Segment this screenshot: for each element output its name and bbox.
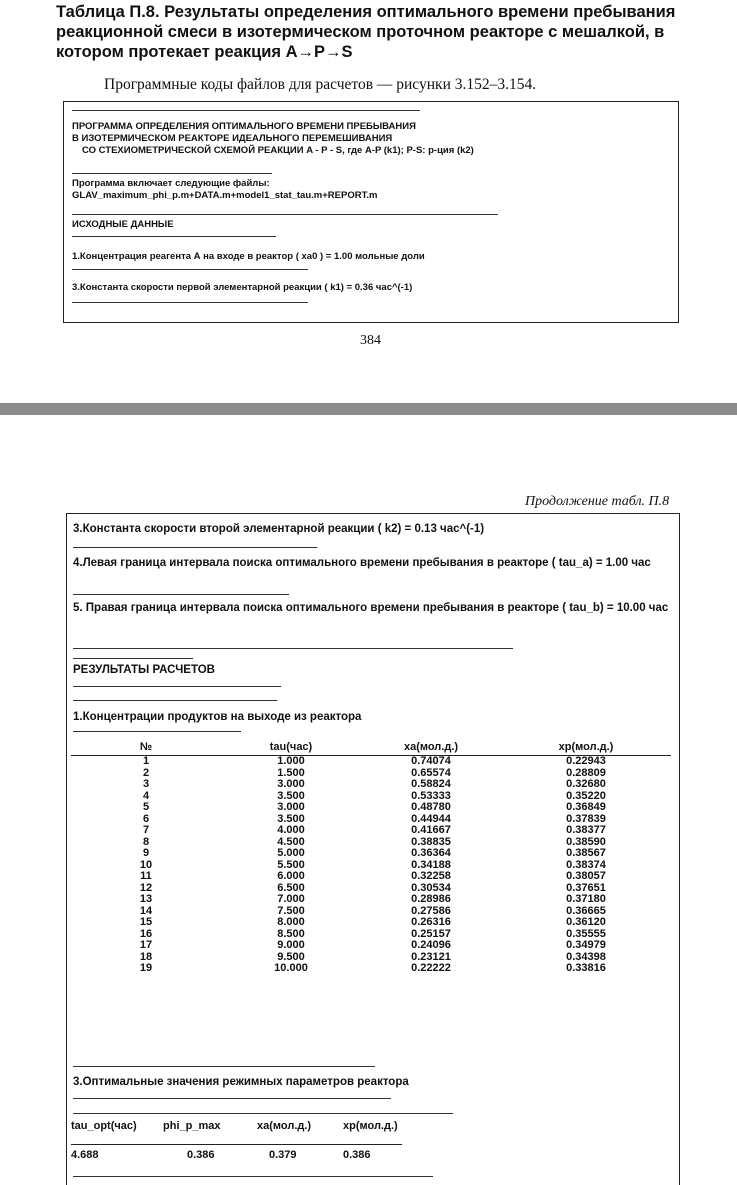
- cell-xa: 0.38835: [411, 835, 451, 848]
- input-k2: 3.Константа скорости второй элементарной реакции ( k2) = 0.13 час^(-1): [73, 523, 485, 535]
- page-divider: [0, 403, 737, 415]
- results-box: [66, 513, 680, 1185]
- optimal-header-row: [71, 1120, 402, 1132]
- cell-number: 4: [142, 789, 150, 802]
- cell-xp: 0.36665: [566, 904, 606, 917]
- files-label: Программа включает следующие файлы:: [72, 178, 270, 189]
- cell-xp: 0.37651: [566, 881, 606, 894]
- cell-tau: 10.000: [274, 962, 308, 974]
- cell-tau: 6.000: [277, 870, 305, 882]
- table-title: Таблица П.8. Результаты определения оптимального времени пребывания реакционной смеси в изотермическом проточном реакторе с мешалкой, в котором протекает реакция A→P→S: [56, 3, 676, 61]
- program-header-box: [63, 101, 679, 323]
- table-row: [71, 917, 671, 929]
- input-k1: 3.Константа скорости первой элементарной реакции ( k1) = 0.36 час^(-1): [72, 282, 413, 293]
- results-table: [71, 741, 671, 975]
- dashed-rule: [73, 547, 317, 548]
- col-header-xa: xa(мол.д.): [361, 741, 501, 756]
- program-line-1: ПРОГРАММА ОПРЕДЕЛЕНИЯ ОПТИМАЛЬНОГО ВРЕМЕНИ ПРЕБЫВАНИЯ: [72, 121, 416, 132]
- opt-header-phi: phi_p_max: [163, 1120, 221, 1132]
- cell-xa: 0.23121: [411, 950, 451, 963]
- dashed-rule: [73, 1113, 453, 1114]
- cell-number: 16: [139, 927, 153, 940]
- cell-xp: 0.28809: [566, 766, 606, 779]
- cell-xp: 0.22943: [566, 755, 606, 767]
- table-row: [71, 848, 671, 860]
- opt-value-xa: 0.379: [269, 1149, 297, 1161]
- dashed-rule: [72, 173, 272, 174]
- opt-header-xp: xp(мол.д.): [343, 1120, 398, 1132]
- dashed-rule: [73, 648, 513, 649]
- cell-number: 7: [142, 824, 150, 836]
- cell-number: 5: [142, 801, 150, 813]
- dashed-rule: [73, 658, 193, 659]
- cell-xp: 0.38057: [566, 870, 606, 882]
- cell-tau: 4.500: [277, 835, 305, 848]
- cell-xp: 0.38377: [566, 824, 606, 836]
- cell-tau: 7.000: [277, 893, 305, 905]
- dashed-rule: [72, 214, 498, 215]
- cell-tau: 3.500: [277, 812, 305, 825]
- input-tau-b: 5. Правая граница интервала поиска оптимального времени пребывания в реакторе ( tau_b) = 10.00 час: [73, 602, 669, 614]
- cell-xp: 0.38567: [566, 847, 606, 859]
- dashed-rule: [73, 686, 281, 687]
- cell-xa: 0.28986: [411, 893, 451, 905]
- cell-xa: 0.41667: [411, 824, 451, 836]
- cell-tau: 8.500: [277, 927, 305, 940]
- cell-tau: 8.000: [277, 916, 305, 928]
- program-line-2: В ИЗОТЕРМИЧЕСКОМ РЕАКТОРЕ ИДЕАЛЬНОГО ПЕРЕМЕШИВАНИЯ: [72, 133, 393, 144]
- cell-tau: 3.500: [277, 789, 305, 802]
- dashed-rule: [72, 302, 308, 303]
- files-list: GLAV_maximum_phi_p.m+DATA.m+model1_stat_tau.m+REPORT.m: [72, 190, 378, 201]
- cell-xa: 0.24096: [411, 939, 451, 951]
- cell-xa: 0.30534: [411, 881, 451, 894]
- cell-xp: 0.36849: [566, 801, 606, 813]
- cell-xp: 0.38374: [566, 858, 606, 871]
- dashed-rule: [73, 1098, 391, 1099]
- cell-xa: 0.58824: [411, 778, 451, 790]
- cell-xa: 0.53333: [411, 789, 451, 802]
- cell-tau: 1.000: [277, 755, 305, 767]
- cell-tau: 3.000: [277, 801, 305, 813]
- cell-number: 10: [139, 858, 153, 871]
- page-number: 384: [360, 333, 381, 348]
- cell-xp: 0.34398: [566, 950, 606, 963]
- opt-value-phi: 0.386: [187, 1149, 215, 1161]
- cell-number: 1: [142, 755, 150, 767]
- col-header-tau: tau(час): [221, 741, 361, 756]
- cell-xp: 0.32680: [566, 778, 606, 790]
- opt-value-xp: 0.386: [343, 1149, 371, 1161]
- cell-tau: 5.500: [277, 858, 305, 871]
- table-row: [71, 871, 671, 883]
- cell-xp: 0.37180: [566, 893, 606, 905]
- cell-tau: 7.500: [277, 904, 305, 917]
- dashed-rule: [73, 700, 277, 701]
- dashed-rule: [73, 731, 241, 732]
- col-header-number: №: [71, 741, 221, 756]
- table-row: [71, 825, 671, 837]
- cell-xa: 0.34188: [411, 858, 451, 871]
- table-row: [71, 894, 671, 906]
- cell-xa: 0.36364: [411, 847, 451, 859]
- cell-number: 18: [139, 950, 153, 963]
- dashed-rule: [72, 269, 308, 270]
- cell-number: 17: [139, 939, 153, 951]
- cell-xa: 0.26316: [411, 916, 451, 928]
- cell-number: 3: [142, 778, 150, 790]
- cell-xp: 0.37839: [566, 812, 606, 825]
- cell-tau: 9.500: [277, 950, 305, 963]
- program-codes-note: Программные коды файлов для расчетов — рисунки 3.152–3.154.: [104, 76, 537, 93]
- table-row: [71, 779, 671, 791]
- cell-xa: 0.48780: [411, 801, 451, 813]
- cell-tau: 4.000: [277, 824, 305, 836]
- opt-header-xa: xa(мол.д.): [257, 1120, 312, 1132]
- cell-tau: 5.000: [277, 847, 305, 859]
- cell-xa: 0.25157: [411, 927, 451, 940]
- cell-number: 8: [142, 835, 150, 848]
- cell-xa: 0.74074: [411, 755, 451, 767]
- cell-xp: 0.34979: [566, 939, 606, 951]
- input-data-heading: ИСХОДНЫЕ ДАННЫЕ: [72, 219, 174, 230]
- cell-xp: 0.38590: [566, 835, 606, 848]
- cell-number: 2: [142, 766, 150, 779]
- dashed-rule: [72, 110, 420, 111]
- table-header-row: [71, 741, 671, 756]
- cell-xa: 0.65574: [411, 766, 451, 779]
- cell-number: 12: [139, 881, 153, 894]
- optimal-values-row: [71, 1145, 402, 1162]
- cell-number: 15: [139, 916, 153, 928]
- dashed-rule: [73, 1176, 433, 1177]
- cell-tau: 1.500: [277, 766, 305, 779]
- cell-xa: 0.27586: [411, 904, 451, 917]
- concentrations-heading: 1.Концентрации продуктов на выходе из реактора: [73, 711, 362, 723]
- cell-number: 19: [139, 962, 153, 974]
- results-heading: РЕЗУЛЬТАТЫ РАСЧЕТОВ: [73, 664, 215, 676]
- dashed-rule: [73, 594, 289, 595]
- cell-xp: 0.33816: [566, 962, 606, 974]
- table-row: [71, 802, 671, 814]
- table-row: [71, 756, 671, 768]
- cell-number: 6: [142, 812, 150, 825]
- opt-value-tau: 4.688: [71, 1149, 99, 1161]
- cell-number: 9: [142, 847, 150, 859]
- cell-xp: 0.36120: [566, 916, 606, 928]
- col-header-xp: xp(мол.д.): [501, 741, 671, 756]
- cell-number: 13: [139, 893, 153, 905]
- cell-xa: 0.44944: [411, 812, 451, 825]
- dashed-rule: [73, 1066, 375, 1067]
- cell-tau: 3.000: [277, 778, 305, 790]
- table-row: [71, 940, 671, 952]
- cell-xp: 0.35555: [566, 927, 606, 940]
- table-row: [71, 963, 671, 975]
- cell-tau: 6.500: [277, 881, 305, 894]
- optimal-table: [71, 1120, 402, 1161]
- input-xa0: 1.Концентрация реагента А на входе в реактор ( xa0 ) = 1.00 мольные доли: [72, 251, 425, 262]
- cell-number: 14: [139, 904, 153, 917]
- cell-xp: 0.35220: [566, 789, 606, 802]
- dashed-rule: [72, 236, 276, 237]
- optimal-heading: 3.Оптимальные значения режимных параметров реактора: [73, 1076, 409, 1088]
- opt-header-tau: tau_opt(час): [71, 1120, 137, 1132]
- continuation-label: Продолжение табл. П.8: [525, 494, 670, 509]
- cell-xa: 0.32258: [411, 870, 451, 882]
- input-tau-a: 4.Левая граница интервала поиска оптимального времени пребывания в реакторе ( tau_a) = 1.00 час: [73, 557, 651, 569]
- cell-tau: 9.000: [277, 939, 305, 951]
- program-line-3: СО СТЕХИОМЕТРИЧЕСКОЙ СХЕМОЙ РЕАКЦИИ A - P - S, где A-P (k1); P-S: р-ция (k2): [82, 145, 474, 156]
- cell-xa: 0.22222: [411, 962, 451, 974]
- cell-number: 11: [140, 870, 152, 882]
